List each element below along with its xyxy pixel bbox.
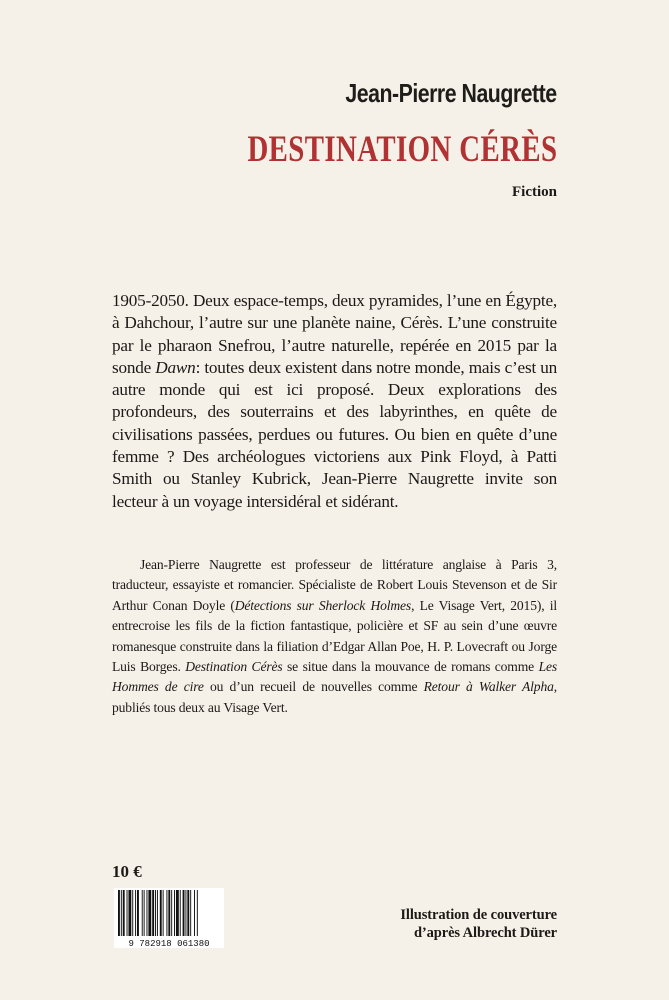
genre-label: Fiction <box>512 184 557 200</box>
book-title: DESTINATION CÉRÈS <box>246 129 557 170</box>
blurb-text-1: 1905-2050. Deux espace-temps, deux pyramides, l’une en Égypte, à Dahchour, l’autre sur une planète naine, Cérès. L’une construite par le pharaon Snefrou, l’autre naturelle, repérée en 2015 par la sonde <box>112 291 557 377</box>
credit-line-2: d’après Albrecht Dürer <box>413 925 557 941</box>
blurb-paragraph <box>112 290 557 513</box>
bio-book-2: Destination Cérès <box>185 659 283 675</box>
cover-credit <box>400 906 557 942</box>
author-bio-paragraph <box>112 555 557 718</box>
bio-book-3: Les Hommes de cire <box>112 659 557 695</box>
price-label: 10 € <box>112 862 142 881</box>
bio-text-1: Jean-Pierre Naugrette est professeur de littérature anglaise à Paris 3, traducteur, essayiste et romancier. Spécialiste de Robert Louis Stevenson et de Sir Arthur Conan Doyle ( <box>112 557 557 613</box>
credit-line-1: Illustration de couverture <box>400 907 557 923</box>
probe-name: Dawn <box>155 357 196 377</box>
author-name: Jean-Pierre Naugrette <box>345 78 557 108</box>
blurb-text-2: : toutes deux existent dans notre monde, mais c’est un autre monde qui est ici proposé. Deux explorations des profondeurs, des souterrains et des labyrinthes, en quête de civilisations passées, perdues ou futures. Ou bien en quête d’une femme ? Des archéologues victoriens aux Pink Floyd, à Patti Smith ou Stanley Kubrick, Jean-Pierre Naugrette invite son lecteur à un voyage intersidéral et sidérant. <box>112 357 557 511</box>
bio-book-1: Détections sur Sherlock Holmes <box>234 597 412 613</box>
bio-book-4: Retour à Walker Alpha <box>423 679 554 695</box>
isbn-number: 9 782918 061380 <box>128 939 210 948</box>
isbn-barcode <box>114 888 224 948</box>
bio-text-2: , Le Visage Vert, 2015), il entrecroise les fils de la fiction fantastique, policière et SF au sein d’une œuvre romanesque construite dans la filiation d’Edgar Allan Poe, H. P. Lovecraft ou Jorge Luis Borges. <box>112 597 557 675</box>
bio-text-5: , publiés tous deux au Visage Vert. <box>112 679 557 715</box>
bio-text-3: se situe dans la mouvance de romans comme <box>282 659 539 675</box>
bio-text-4: ou d’un recueil de nouvelles comme <box>203 679 424 695</box>
